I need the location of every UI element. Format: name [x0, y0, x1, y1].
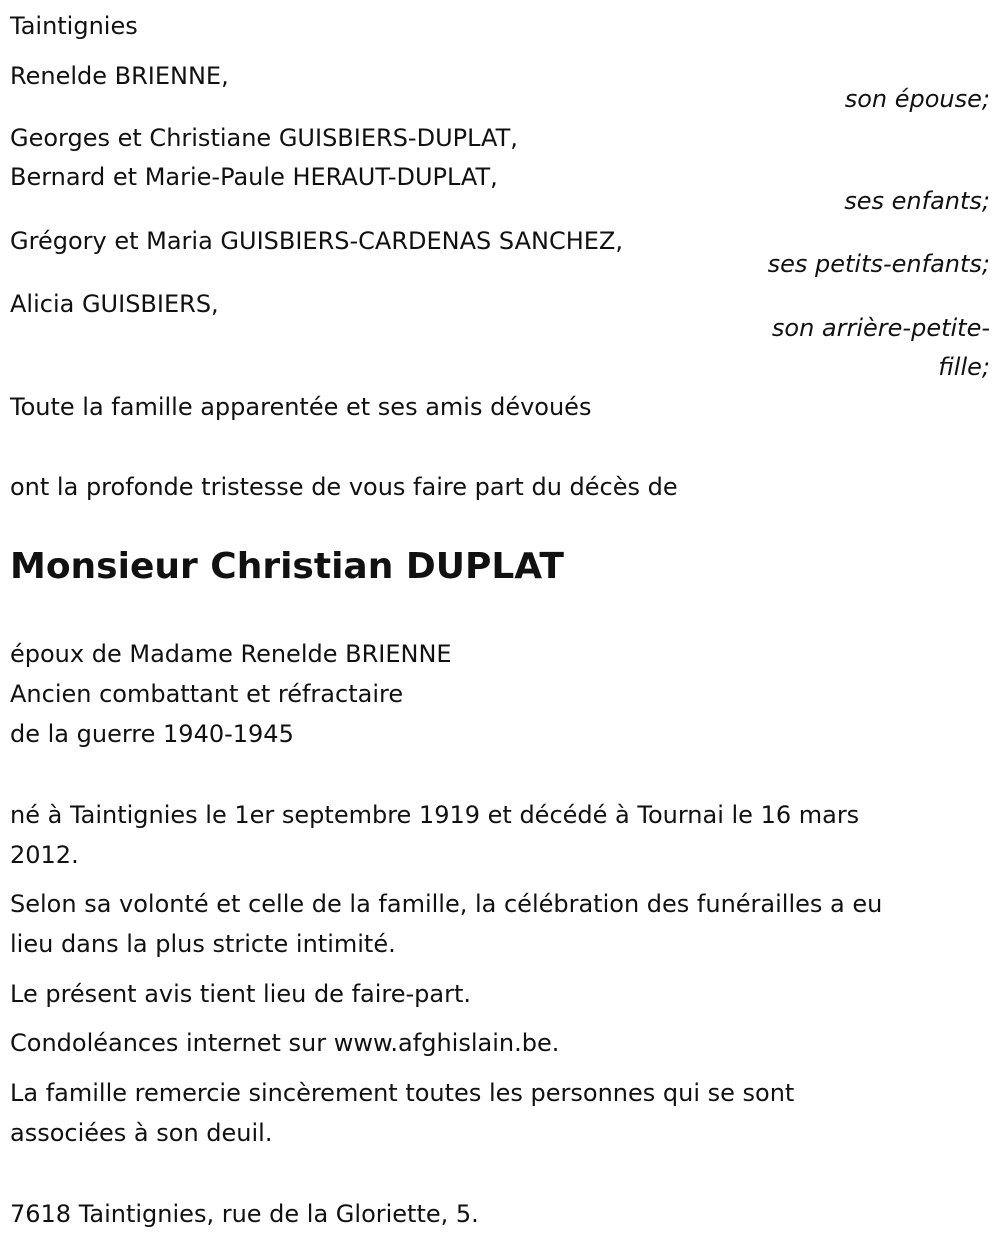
funeral-line-1: Selon sa volonté et celle de la famille, la célébration des funérailles a eu — [10, 890, 883, 918]
condolences-line: Condoléances internet sur www.afghislain.be. — [10, 1029, 560, 1057]
funeral-line-2: lieu dans la plus stricte intimité. — [10, 930, 396, 958]
children-role: ses enfants; — [844, 187, 990, 215]
detail-line-1: époux de Madame Renelde BRIENNE — [10, 640, 452, 668]
grandchildren-role: ses petits-enfants; — [767, 250, 990, 278]
header-place: Taintignies — [10, 12, 138, 40]
spouse-name: Renelde BRIENNE, — [10, 62, 229, 90]
notice-line: Le présent avis tient lieu de faire-part. — [10, 980, 472, 1008]
child-name-1: Georges et Christiane GUISBIERS-DUPLAT, — [10, 124, 518, 152]
spouse-role: son épouse; — [844, 85, 990, 113]
child-name-2: Bernard et Marie-Paule HERAUT-DUPLAT, — [10, 163, 498, 191]
detail-line-3: de la guerre 1940-1945 — [10, 720, 294, 748]
thanks-line-2: associées à son deuil. — [10, 1119, 273, 1147]
announcement-intro: ont la profonde tristesse de vous faire part du décès de — [10, 473, 678, 501]
grandchild-name-1: Grégory et Maria GUISBIERS-CARDENAS SANCHEZ, — [10, 227, 623, 255]
detail-line-2: Ancien combattant et réfractaire — [10, 680, 404, 708]
other-family-line: Toute la famille apparentée et ses amis dévoués — [10, 393, 592, 421]
deceased-name: Monsieur Christian DUPLAT — [10, 546, 564, 587]
great-grandchild-name-1: Alicia GUISBIERS, — [10, 290, 219, 318]
great-grandchild-role-line-1: son arrière-petite- — [771, 314, 990, 342]
birth-death-line-1: né à Taintignies le 1er septembre 1919 et décédé à Tournai le 16 mars — [10, 801, 860, 829]
birth-death-line-2: 2012. — [10, 841, 79, 869]
great-grandchild-role-line-2: fille; — [938, 353, 990, 381]
address-line: 7618 Taintignies, rue de la Gloriette, 5. — [10, 1200, 479, 1228]
thanks-line-1: La famille remercie sincèrement toutes les personnes qui se sont — [10, 1079, 795, 1107]
